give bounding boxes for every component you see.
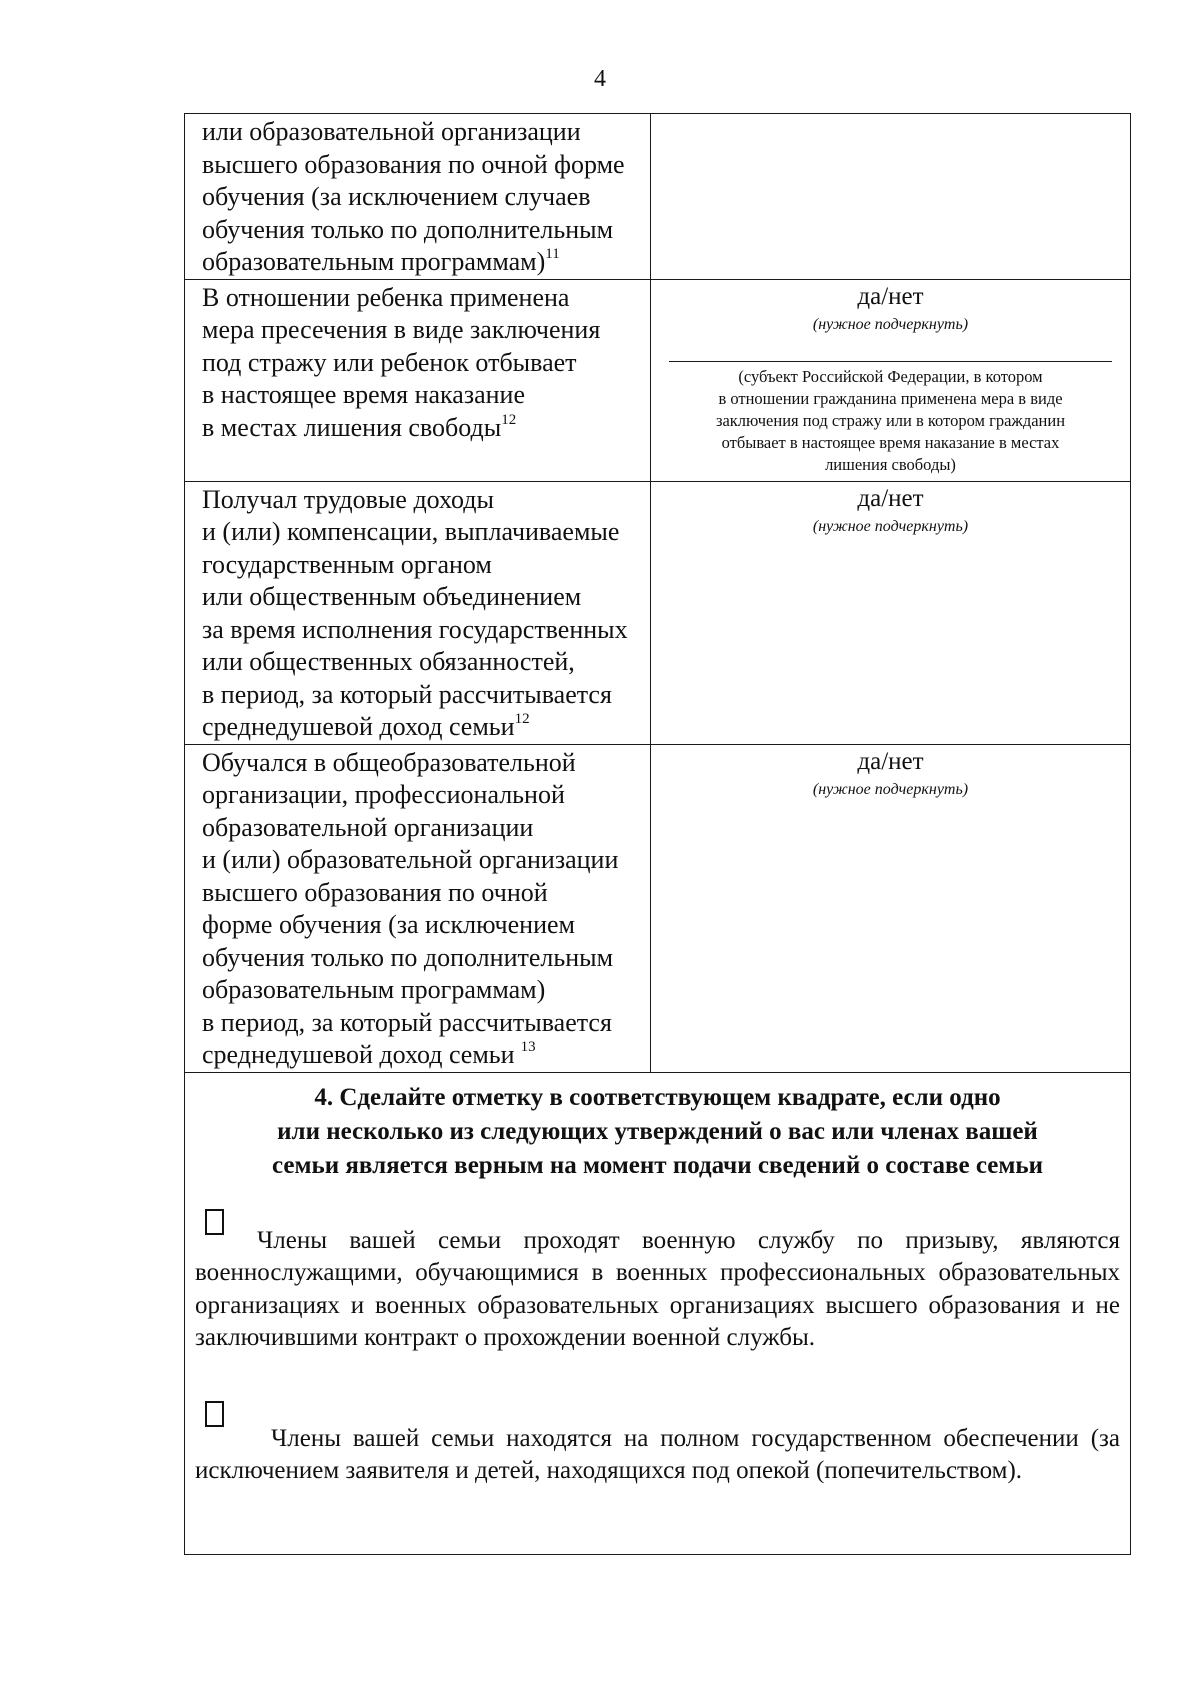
label-line: или общественных обязанностей, [202,647,575,676]
label-line: Получал трудовые доходы [202,484,494,514]
label-line: в период, за который рассчитывается [202,679,612,709]
statement-text [195,1205,1120,1355]
statement-military [185,1205,1130,1375]
answer-cell [651,744,1131,1072]
label-line: высшего образования по очной форме [202,149,625,179]
label-line: обучения только по дополнительным [202,214,614,244]
checkbox-military[interactable] [205,1209,224,1235]
answer-cell-empty[interactable] [651,114,1131,280]
section4-cell [185,1072,1131,1554]
label-line: Обучался в общеобразовательной [202,747,576,777]
label-line: среднедушевой доход семьи [202,1040,515,1069]
statement-line: Члены вашей семьи находятся на полном государственном обеспечении (за исключением заявителя и детей, находящихся под опекой (попечительством). [195,1424,1120,1484]
label-line: и (или) компенсации, выплачиваемые [202,517,620,546]
section4-title [199,1081,1116,1183]
footnote-ref: 12 [514,711,530,727]
yes-no-choice[interactable]: да/нет [857,484,924,512]
table-row [185,114,1131,280]
label-line: в период, за который рассчитывается [202,1007,612,1037]
underline-hint: (нужное подчеркнуть) [812,780,969,798]
label-line: обучения только по дополнительным [202,942,614,972]
row-label [185,279,651,481]
underline-hint: (нужное подчеркнуть) [812,315,969,333]
page-number: 4 [594,66,606,92]
label-line: форме обучения (за исключением [202,910,575,939]
table-row [185,481,1131,744]
family-info-table [184,113,1131,1555]
yes-no-choice[interactable]: да/нет [857,282,924,310]
underline-hint: (нужное подчеркнуть) [812,517,969,535]
footnote-ref: 13 [520,1039,536,1055]
subject-caption [651,362,1130,478]
label-line: обучения (за исключением случаев [202,182,591,211]
caption-line: в отношении гражданина применена мера в виде [718,388,1063,408]
title-line: семьи является верным на момент подачи сведений о составе семьи [271,1151,1044,1179]
label-line: высшего образования по очной [202,877,548,907]
title-line: или несколько из следующих утверждений о вас или членах вашей [277,1117,1038,1145]
label-line: под стражу или ребенок отбывает [202,347,577,377]
statement-line: Члены вашей семьи проходят военную службу по призыву, являются военнослужащими, обучающимися в военных профессиональных образовательных организациях и военных образовательных организациях высшего образования и не заключившими контракт о прохождении военной службы. [195,1226,1120,1351]
label-line: образовательным программам) [202,975,546,1004]
checkbox-state-support[interactable] [205,1401,224,1427]
row-label [185,114,651,280]
label-line: организации, профессиональной [202,780,565,809]
statement-state-support [185,1397,1130,1488]
table-row [185,744,1131,1072]
label-line: мера пресечения в виде заключения [202,315,601,344]
footnote-ref: 11 [545,246,560,262]
label-line: среднедушевой доход семьи [202,712,515,741]
answer-cell [651,279,1131,481]
caption-line: отбывает в настоящее время наказание в местах [721,432,1060,452]
label-line: в местах лишения свободы [202,412,502,442]
label-line: и (или) образовательной организации [202,845,619,874]
label-line: образовательным программам) [202,247,546,276]
row-label [185,481,651,744]
section4-row [185,1072,1131,1554]
caption-line: лишения свободы) [825,454,956,474]
title-line: 4. Сделайте отметку в соответствующем квадрате, если одно [314,1083,1001,1111]
label-line: в настоящее время наказание [202,380,525,409]
label-line: образовательной организации [202,812,534,842]
answer-cell [651,481,1131,744]
label-line: государственным органом [202,549,492,579]
footnote-ref: 12 [501,411,517,428]
caption-line: (субъект Российской Федерации, в котором [738,366,1043,386]
statement-text [195,1397,1120,1488]
caption-line: заключения под стражу или в котором гражданин [715,410,1066,430]
row-label [185,744,651,1072]
label-line: или общественным объединением [202,582,582,611]
label-line: или образовательной организации [202,117,581,146]
label-line: В отношении ребенка применена [202,282,570,312]
yes-no-choice[interactable]: да/нет [857,747,924,775]
label-line: за время исполнения государственных [202,614,628,644]
table-row [185,279,1131,481]
